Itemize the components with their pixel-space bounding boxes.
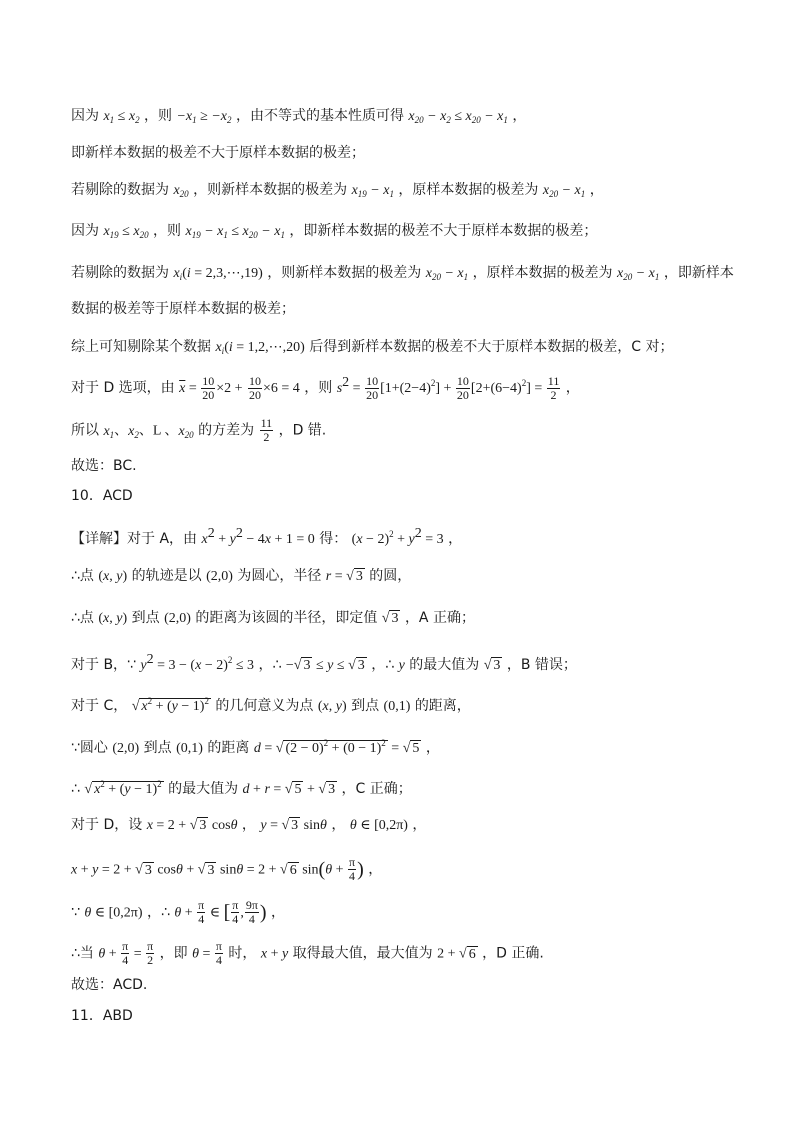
text-line: 即新样本数据的极差不大于原样本数据的极差； [71,145,365,161]
text-line: 对于 D，设 x = 2 + √ 3 cosθ ， y = √ 3 sinθ ， θ ∈ [0,2π) ， [71,817,427,833]
text-line: 10．ACD [71,488,133,504]
text-line: 若剔除的数据为 $x_{20}$ ，则新样本数据的极差为 $x_{19} - x_1$ ，原样本数据的极差为 $x_{20} - x_1$ ， [71,182,604,199]
text-line: 11．ABD [71,1008,133,1024]
text-line: 对于 D 选项，由 $\overline{x}$ = $\frac{10}{20}$ ×2 + $\frac{10}{20}$ ×6 = 4 ，则 $s^2$ = $\frac{10}{20}$ $[1+(2-4)^2]$ + $\frac{10}{20}$ $[2+(6-4)^2]$ = $\frac{11}{2}$ ， [71,373,580,402]
text-line: 所以 $x_1$、$x_2$、L 、$x_{20}$ 的方差为 $\frac{11}{2}$ ，D 错. [71,416,327,444]
text-line: ∵ θ ∈ [0,2π) ，∴ θ + $\frac{\pi}{4}$ ∈ [ $\frac{\pi}{4}$ , $\frac{9\pi}{4}$ ) ， [71,898,286,926]
text-line: ∴点 (x, y) 的轨迹是以 (2,0) 为圆心，半径 r = √ 3 的圆， [71,568,412,584]
text-line: 故选：BC. [71,458,137,474]
text-line: 故选：ACD. [71,977,148,993]
text-line: 对于 B，∵ $y^2 = 3 - (x - 2)^2 \le 3$ ，∴ −√ 3 ≤ y ≤ √ 3 ，∴ y 的最大值为 √ 3 ，B 错误； [71,652,577,673]
text-line: 综上可知剔除某个数据 $x_i(i$ = 1,2,⋯,20) 后得到新样本数据的极差不大于原样本数据的极差，C 对； [71,339,674,356]
text-line: 因为 $x_1 \le x_2$ ，则 $-x_1 \ge -x_2$ ，由不等式的基本性质可得 $x_{20} - x_2 \le x_{20} - x_1$ ， [71,108,527,125]
text-line: 若剔除的数据为 $x_i(i$ = 2,3,⋯,19) ，则新样本数据的极差为 $x_{20} - x_1$ ，原样本数据的极差为 $x_{20} - x_1$ ，即新样本 [71,265,734,282]
text-line: ∵圆心 (2,0) 到点 (0,1) 的距离 d = √ $(2 - 0)^2 + (0 - 1)^2$ = √ 5 ， [71,738,440,756]
text-line: ∴当 θ + $\frac{\pi}{4}$ = $\frac{\pi}{2}$ ，即 θ = $\frac{\pi}{4}$ 时， x + y 取得最大值，最大值为 2 + √ 6 ，D 正确. [71,939,544,967]
text-line: 【详解】对于 A，由 $x^2 + y^2 - 4x + 1 = 0$ 得： $(x - 2)^2 + y^2 = 3$ ， [71,526,463,547]
text-line: 因为 $x_{19} \le x_{20}$ ，则 $x_{19} - x_1 \le x_{20} - x_1$ ，即新样本数据的极差不大于原样本数据的极差； [71,223,598,240]
text-line: x + y = 2 + √ 3 cosθ + √ 3 sinθ = 2 + √ 6 sin(θ + $\frac{\pi}{4}$ ) ， [71,855,383,883]
text-line: ∴点 (x, y) 到点 (2,0) 的距离为该圆的半径，即定值 √ 3 ，A 正确； [71,610,475,626]
text-line: 数据的极差等于原样本数据的极差； [71,301,295,317]
text-line: 对于 C， √ $x^2 + (y - 1)^2$ 的几何意义为点 (x, y) 到点 (0,1) 的距离， [71,696,471,714]
text-line: ∴ √ $x^2 + (y - 1)^2$ 的最大值为 d + r = √ 5 + √ 3 ，C 正确； [71,779,412,797]
